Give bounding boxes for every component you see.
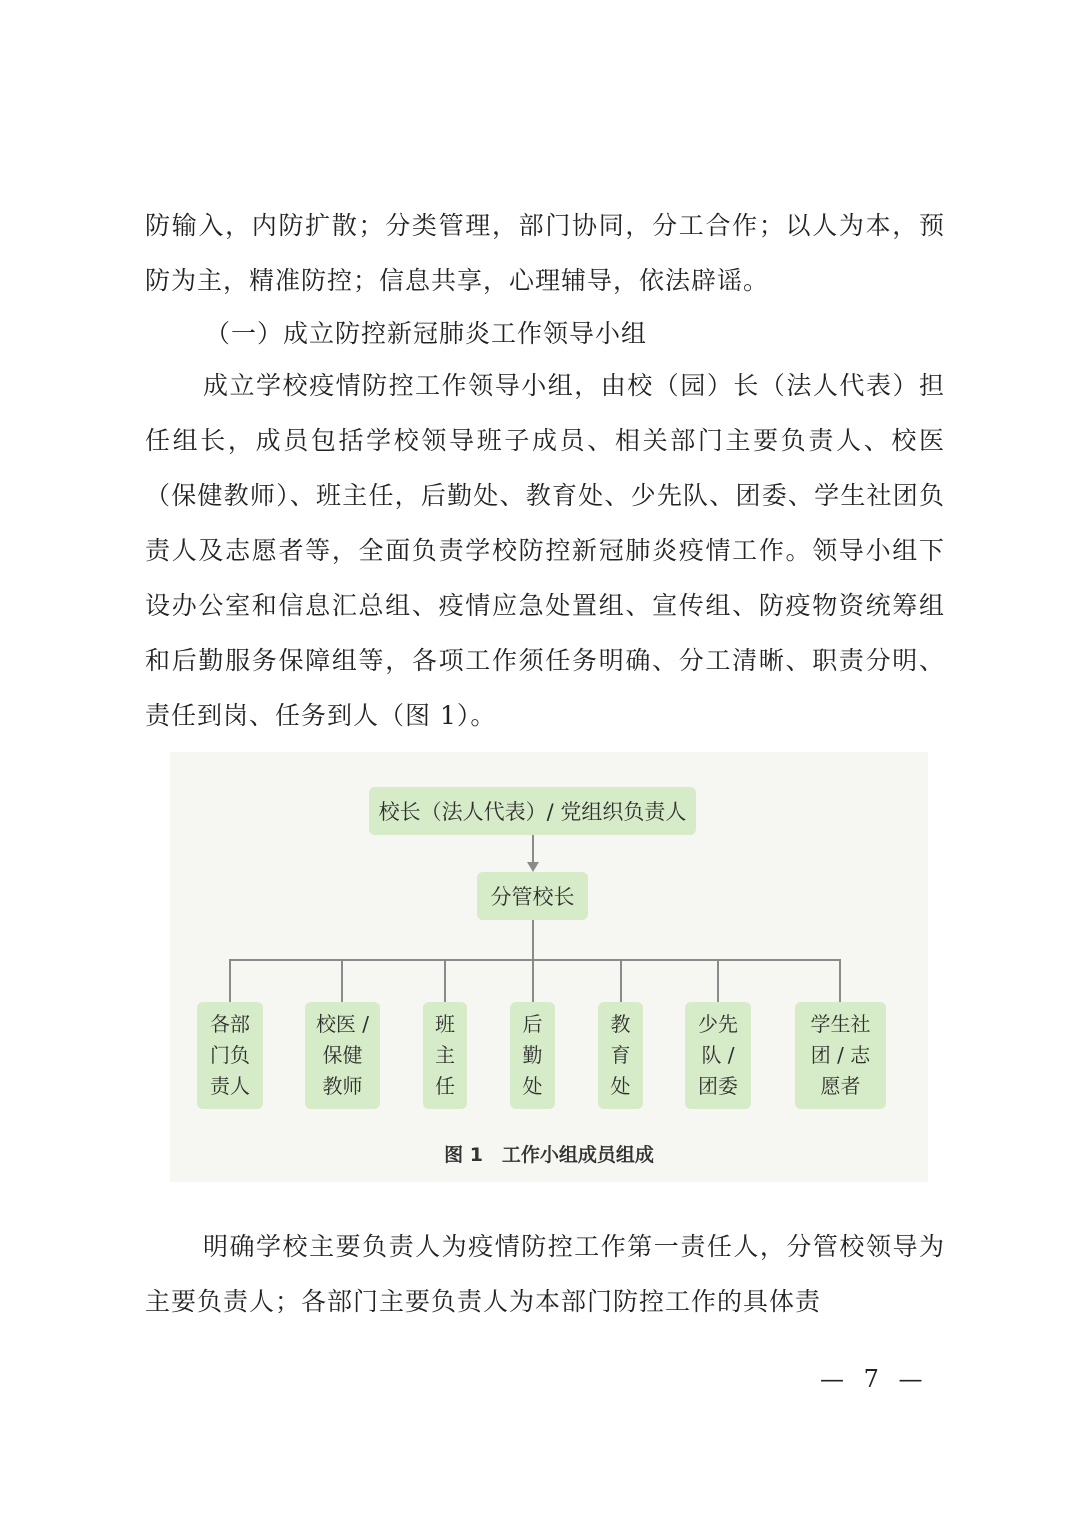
paragraph-responsibility: 明确学校主要负责人为疫情防控工作第一责任人，分管校领导为主要负责人；各部门主要负责人为本部门防控工作的具体责	[145, 1232, 945, 1316]
connector-leaf-4	[532, 959, 534, 1002]
node-vice-principal: 分管校长	[477, 872, 588, 920]
figure-caption: 图 1 工作小组成员组成	[444, 1144, 654, 1166]
connector-leaf-7	[839, 959, 841, 1002]
node-class-teacher: 班 主 任	[423, 1002, 467, 1109]
connector-mid-bus	[532, 920, 534, 960]
node-education-office: 教 育 处	[598, 1002, 643, 1109]
connector-bus	[229, 959, 840, 961]
page-number: — 7 —	[820, 1365, 929, 1393]
connector-leaf-1	[229, 959, 231, 1002]
arrow-head	[527, 862, 539, 872]
connector-leaf-6	[717, 959, 719, 1002]
paragraph-intro: 防输入，内防扩散；分类管理，部门协同，分工合作；以人为本，预防为主，精准防控；信息共享，心理辅导，依法辟谣。	[145, 211, 945, 295]
node-school-doctor: 校医 / 保健 教师	[305, 1002, 380, 1109]
node-pioneers: 少先 队 / 团委	[685, 1002, 751, 1109]
node-principal: 校长（法人代表）/ 党组织负责人	[369, 787, 696, 835]
section-heading: （一）成立防控新冠肺炎工作领导小组	[205, 319, 648, 348]
org-chart-figure	[170, 752, 928, 1182]
connector-leaf-3	[444, 959, 446, 1002]
node-student-clubs: 学生社 团 / 志 愿者	[795, 1002, 886, 1109]
paragraph-body: 成立学校疫情防控工作领导小组，由校（园）长（法人代表）担任组长，成员包括学校领导班子成员、相关部门主要负责人、校医（保健教师）、班主任，后勤处、教育处、少先队、团委、学生社团负责人及志愿者等，全面负责学校防控新冠肺炎疫情工作。领导小组下设办公室和信息汇总组、疫情应急处置组、宣传组、防疫物资统筹组和后勤服务保障组等，各项工作须任务明确、分工清晰、职责分明、责任到岗、任务到人（图 1）。	[145, 371, 945, 730]
connector-leaf-2	[341, 959, 343, 1002]
connector-leaf-5	[620, 959, 622, 1002]
node-logistics: 后 勤 处	[510, 1002, 555, 1109]
connector-top-mid	[532, 835, 534, 865]
node-department-heads: 各部 门负 责人	[197, 1002, 263, 1109]
